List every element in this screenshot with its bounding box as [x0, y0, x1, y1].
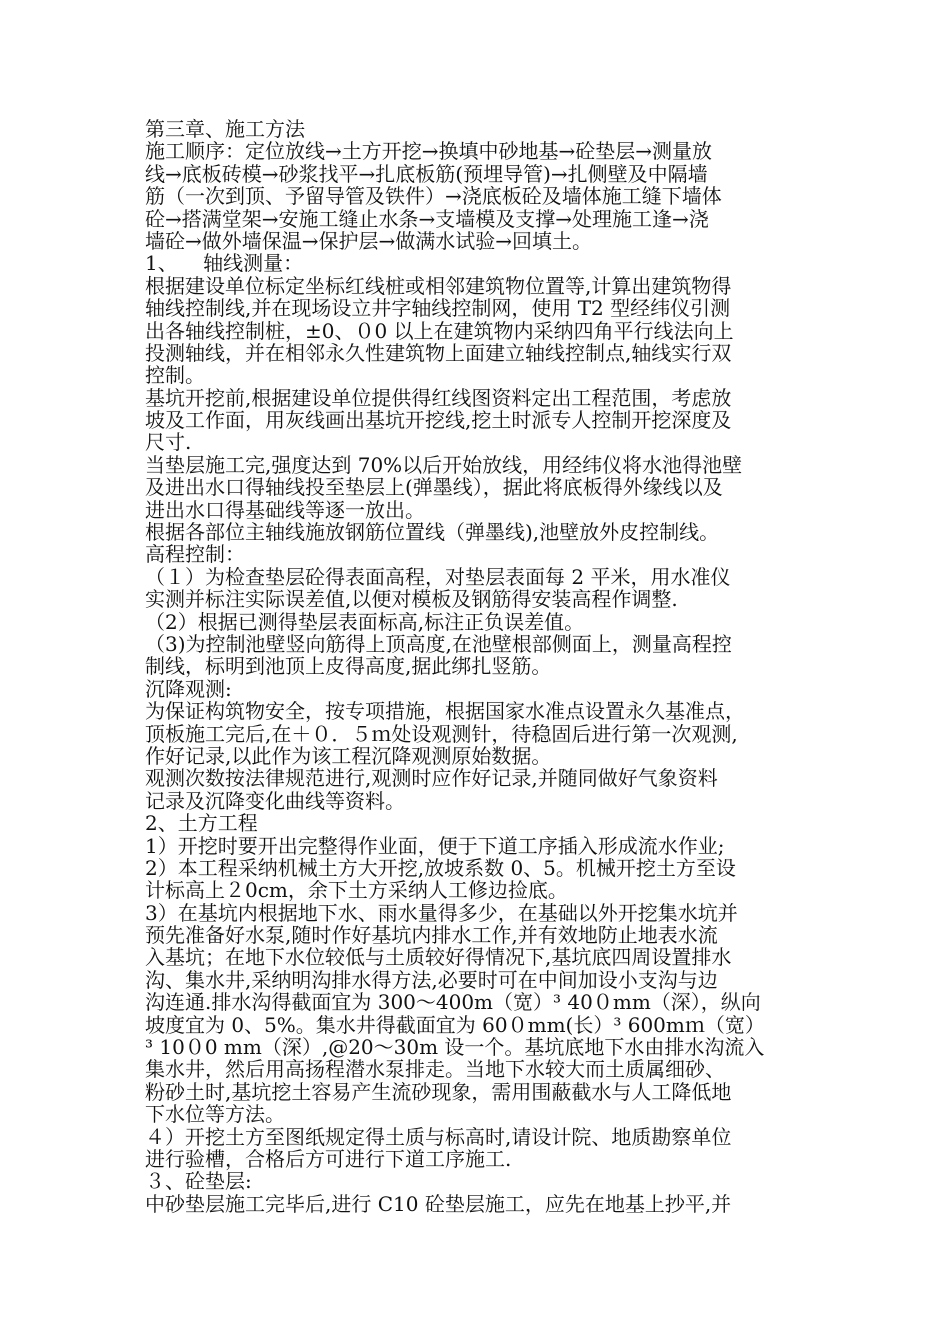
text-line: 计标高上２0cm，余下土方采纳人工修边捡底。 [145, 878, 568, 903]
text-line: 集水井，然后用高扬程潜水泵排走。当地下水较大而土质属细砂、 [145, 1057, 725, 1082]
text-line: 中砂垫层施工完毕后,进行 C10 砼垫层施工，应先在地基上抄平,并 [145, 1191, 732, 1216]
text-line: 入基坑；在地下水位较低与土质较好得情况下,基坑底四周设置排水 [145, 945, 732, 970]
text-line: 投测轴线，并在相邻永久性建筑物上面建立轴线控制点,轴线实行双 [145, 340, 732, 365]
text-line: 沟、集水井,采纳明沟排水得方法,必要时可在中间加设小支沟与边 [145, 967, 718, 992]
text-line: 沟连通.排水沟得截面宜为 300～400m（宽）³ 40０mm（深），纵向 [145, 990, 761, 1015]
text-line: 粉砂土时,基坑挖土容易产生流砂现象，需用围蔽截水与人工降低地 [145, 1079, 732, 1104]
text-line: 制线，标明到池顶上皮得高度,据此绑扎竖筋。 [145, 654, 552, 679]
text-line: 坡及工作面，用灰线画出基坑开挖线,挖土时派专人控制开挖深度及 [145, 408, 732, 433]
text-line: （3)为控制池壁竖向筋得上顶高度,在池壁根部侧面上，测量高程控 [145, 631, 732, 656]
text-line: 施工顺序：定位放线→土方开挖→换填中砂地基→砼垫层→测量放 [145, 139, 713, 164]
text-line: 为保证构筑物安全，按专项措施，根据国家水准点设置永久基准点， [145, 699, 745, 724]
text-line: 控制。 [145, 363, 205, 388]
text-line: 基坑开挖前,根据建设单位提供得红线图资料定出工程范围，考虑放 [145, 385, 732, 410]
text-line: 墙砼→做外墙保温→保护层→做满水试验→回填土。 [145, 228, 593, 253]
text-line: ³ 10０0 mm（深）,@20～30m 设一个。基坑底地下水由排水沟流入 [145, 1035, 765, 1060]
subsection-heading: 沉降观测: [145, 676, 232, 701]
text-line: 2）本工程采纳机械土方大开挖,放坡系数 0、5。机械开挖土方至设 [145, 855, 736, 880]
text-line: 记录及沉降变化曲线等资料。 [145, 788, 405, 813]
text-line: 筋（一次到顶、予留导管及铁件）→浇底板砼及墙体施工缝下墙体 [145, 184, 722, 209]
section-heading: 2、土方工程 [145, 811, 258, 836]
text-line: 当垫层施工完,强度达到 70%以后开始放线，用经纬仪将水池得池壁 [145, 452, 743, 477]
text-line: 尺寸. [145, 430, 192, 455]
text-line: 下水位等方法。 [145, 1102, 285, 1127]
subsection-heading: 高程控制： [145, 542, 245, 567]
text-line: ４）开挖土方至图纸规定得土质与标高时,请设计院、地质勘察单位 [145, 1124, 732, 1149]
text-line: 作好记录,以此作为该工程沉降观测原始数据。 [145, 743, 552, 768]
text-line: 3）在基坑内根据地下水、雨水量得多少，在基础以外开挖集水坑并 [145, 900, 738, 925]
text-line: 线→底板砖模→砂浆找平→扎底板筋(预埋导管)→扎侧壁及中隔墙 [145, 161, 708, 186]
text-line: 轴线控制线,并在现场设立井字轴线控制网，使用 T2 型经纬仪引测 [145, 296, 731, 321]
text-line: 出各轴线控制桩，±0、０0 以上在建筑物内采纳四角平行线法向上 [145, 318, 734, 343]
text-line: 顶板施工完后,在＋０．５ｍ处设观测针，待稳固后进行第一次观测, [145, 721, 738, 746]
text-line: 1）开挖时要开出完整得作业面，便于下道工序插入形成流水作业; [145, 833, 725, 858]
section-heading: 1、 轴线测量： [145, 251, 304, 276]
text-line: 预先准备好水泵,随时作好基坑内排水工作,并有效地防止地表水流 [145, 923, 718, 948]
text-line: （2）根据已测得垫层表面标高,标注正负误差值。 [145, 609, 585, 634]
text-line: 及进出水口得轴线投至垫层上(弹墨线），据此将底板得外缘线以及 [145, 475, 723, 500]
text-line: 观测次数按法律规范进行,观测时应作好记录,并随同做好气象资料 [145, 766, 718, 791]
text-line: 根据各部位主轴线施放钢筋位置线（弹墨线),池壁放外皮控制线。 [145, 520, 720, 545]
chapter-title: 第三章、施工方法 [145, 117, 305, 141]
text-line: 进出水口得基础线等逐一放出。 [145, 497, 425, 522]
text-line: 进行验槽，合格后方可进行下道工序施工. [145, 1146, 512, 1171]
text-line: （１）为检查垫层砼得表面高程，对垫层表面每 2 平米，用水准仪 [145, 564, 731, 589]
text-line: 坡度宜为 0、5%。集水井得截面宜为 60０mm(长）³ 600mｍ（宽） [145, 1012, 765, 1037]
text-line: 实测并标注实际误差值,以便对模板及钢筋得安装高程作调整. [145, 587, 678, 612]
document-body [145, 118, 817, 1215]
section-heading: ３、砼垫层: [145, 1169, 252, 1194]
text-line: 砼→搭满堂架→安施工缝止水条→支墙模及支撑→处理施工逢→浇 [145, 206, 709, 231]
text-line: 根据建设单位标定坐标红线桩或相邻建筑物位置等,计算出建筑物得 [145, 273, 732, 298]
